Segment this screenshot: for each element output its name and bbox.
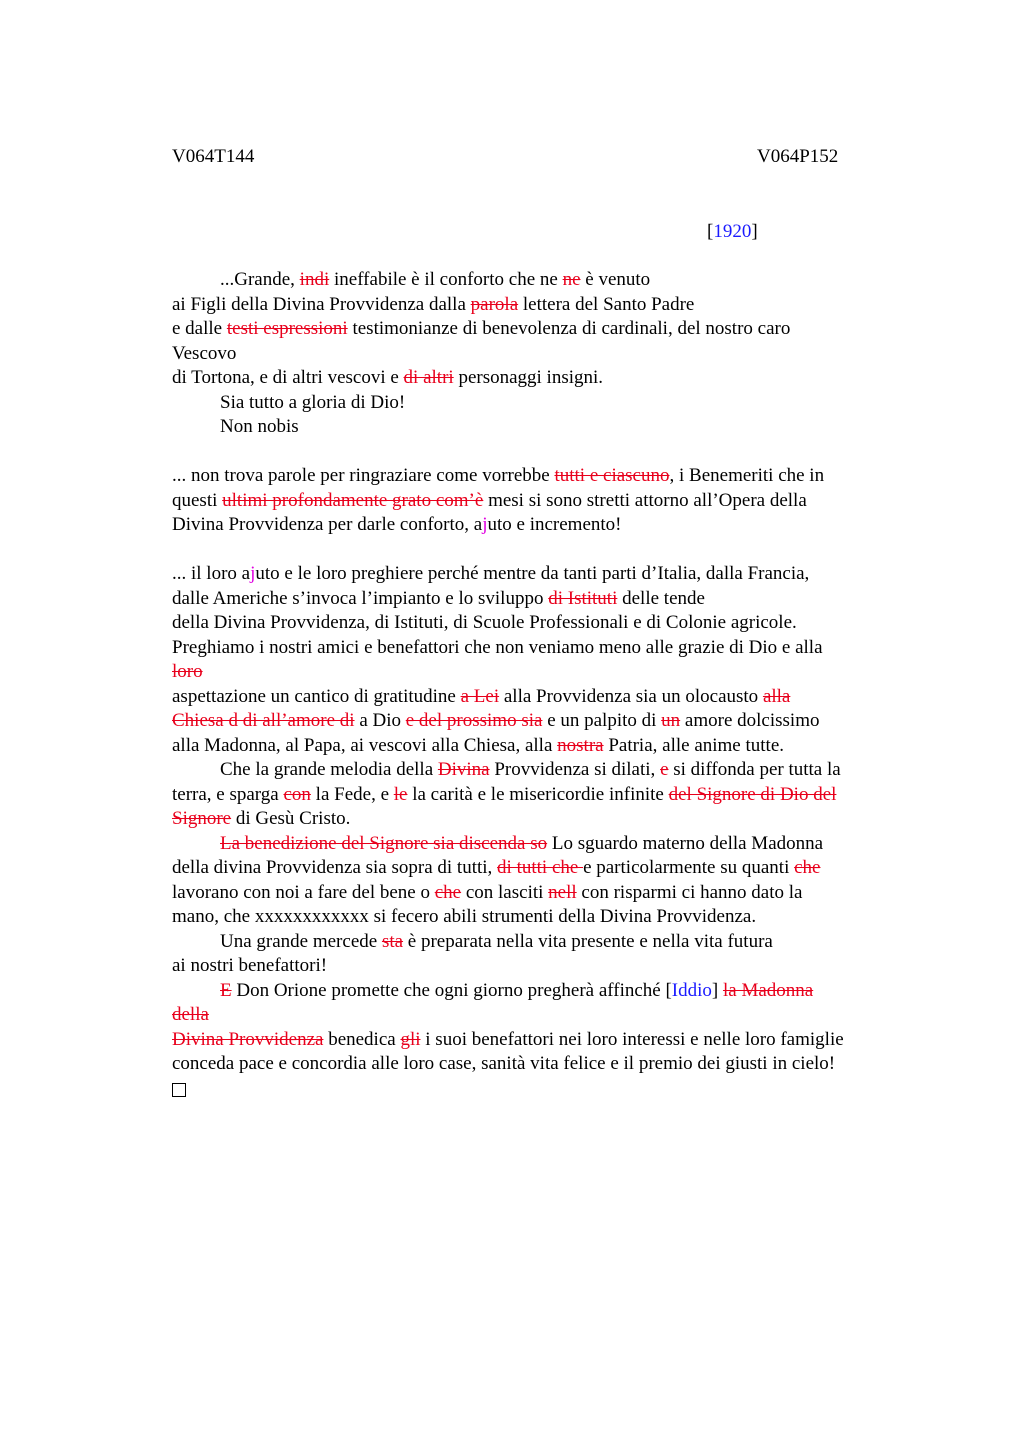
deleted-text: Divina Provvidenza [172, 1028, 324, 1050]
deleted-text: tutti e ciascuno [554, 465, 670, 486]
text-line [172, 391, 912, 416]
deleted-text: sta [381, 930, 404, 952]
text-segment: e un palpito di [542, 710, 662, 731]
document-code-left: V064T144 [172, 146, 255, 167]
text-segment: ] [711, 979, 723, 1001]
deleted-text: di tutti che [497, 857, 584, 878]
corrected-letter: j [482, 514, 488, 535]
text-segment: i suoi benefattori nei loro interessi e nelle loro famiglie [420, 1028, 844, 1050]
text-segment: è preparata nella vita presente e nella vita futura [403, 930, 773, 952]
end-mark-line [172, 1077, 912, 1102]
text-segment: Preghiamo i nostri amici e benefattori che non veniamo meno alle grazie di Dio e alla [172, 636, 823, 658]
text-segment: la carità e le misericordie infinite [407, 783, 669, 805]
date-bracket-close: ] [751, 221, 758, 242]
text-line [172, 954, 912, 979]
deleted-text: del Signore di Dio del [668, 783, 837, 805]
text-line [172, 1052, 912, 1077]
text-line [172, 807, 912, 832]
deleted-text: ne [562, 269, 581, 290]
text-line [172, 293, 912, 318]
text-segment: , i Benemeriti che in [669, 465, 825, 486]
text-segment: alla Provvidenza sia un olocausto [499, 685, 763, 707]
text-segment: ineffabile è il conforto che ne [329, 269, 563, 290]
text-segment: di Gesù Cristo. [231, 808, 351, 829]
text-segment: testimonianze di benevolenza di cardinali, del nostro caro [347, 318, 791, 339]
deleted-text: nostra [557, 734, 604, 756]
document-code-right: V064P152 [757, 146, 839, 167]
text-segment: ai nostri benefattori! [172, 955, 328, 976]
text-segment: mano, che xxxxxxxxxxxx si fecero abili strumenti della Divina Provvidenza. [172, 906, 757, 927]
text-segment: e particolarmente su quanti [583, 857, 795, 878]
text-segment: uto e incremento! [487, 514, 622, 535]
deleted-text: alla [762, 685, 791, 707]
text-segment: ... non trova parole per ringraziare come vorrebbe [172, 465, 555, 486]
text-segment: a Dio [354, 710, 406, 731]
text-line [172, 1003, 912, 1028]
text-line [172, 611, 912, 636]
deleted-text: nell [548, 881, 577, 903]
text-line [172, 734, 912, 759]
deleted-text: a Lei [460, 685, 500, 707]
deleted-text: che [794, 857, 821, 878]
text-line [172, 758, 912, 783]
editorial-insertion: Iddio [671, 979, 712, 1001]
text-segment: Provvidenza si dilati, [489, 759, 661, 780]
corrected-letter: j [250, 563, 256, 584]
text-segment: Lo sguardo materno della Madonna [547, 832, 824, 854]
end-box-icon [172, 1083, 186, 1097]
text-segment: della divina Provvidenza sia sopra di tutti, [172, 857, 498, 878]
text-line [172, 489, 912, 514]
text-segment: amore dolcissimo [680, 710, 820, 731]
text-segment: alla Madonna, al Papa, ai vescovi alla Chiesa, alla [172, 734, 558, 756]
text-line [172, 562, 912, 587]
text-line [172, 513, 912, 538]
text-segment: ...Grande, [220, 269, 300, 290]
letter-body [172, 268, 912, 1101]
text-segment: personaggi insigni. [453, 367, 604, 388]
text-segment: mesi si sono stretti attorno all’Opera della [483, 489, 807, 511]
text-line [172, 905, 912, 930]
deleted-text: la Madonna [722, 979, 814, 1001]
text-segment: aspettazione un cantico di gratitudine [172, 685, 461, 707]
text-segment: lavorano con noi a fare del bene o [172, 881, 435, 903]
text-segment: conceda pace e concordia alle loro case, sanità vita felice e il premio dei giusti in cielo! [172, 1053, 836, 1074]
text-segment: delle tende [617, 587, 705, 609]
deleted-text: La benedizione del Signore sia discenda so [220, 832, 548, 854]
deleted-text: parola [470, 293, 519, 315]
text-line [172, 464, 912, 489]
deleted-text: loro [172, 661, 203, 682]
deleted-text: di altri [403, 367, 454, 388]
text-segment: Che la grande melodia della [220, 759, 438, 780]
text-line [172, 587, 912, 612]
text-line [172, 268, 912, 293]
text-line [172, 832, 912, 857]
text-segment: con lasciti [461, 881, 549, 903]
paragraph-gap [172, 440, 912, 465]
text-segment: con risparmi ci hanno dato la [576, 881, 803, 903]
text-segment: Una grande mercede [220, 930, 382, 952]
deleted-text: testi espressioni [226, 318, 348, 339]
date-annotation [707, 221, 758, 243]
date-year: 1920 [713, 221, 752, 242]
text-segment: dalle Americhe s’invoca l’impianto e lo sviluppo [172, 587, 549, 609]
text-line [172, 415, 912, 440]
deleted-text: gli [400, 1028, 421, 1050]
text-line [172, 660, 912, 685]
text-segment: ai Figli della Divina Provvidenza dalla [172, 293, 471, 315]
text-line [172, 881, 912, 906]
deleted-text: indi [299, 269, 330, 290]
text-segment: di Tortona, e di altri vescovi e [172, 367, 404, 388]
text-segment: ... il loro a [172, 563, 251, 584]
text-segment: Sia tutto a gloria di Dio! [220, 391, 406, 413]
deleted-text: Chiesa d di all’amore di [172, 710, 355, 731]
text-segment: benedica [323, 1028, 401, 1050]
text-segment: Non nobis [220, 416, 299, 437]
text-line [172, 709, 912, 734]
deleted-text: un [661, 710, 681, 731]
text-line [172, 783, 912, 808]
text-segment: la Fede, e [310, 783, 394, 805]
deleted-text: Signore [172, 808, 232, 829]
text-segment: lettera del Santo Padre [518, 293, 695, 315]
deleted-text: ultimi profondamente grato com’è [222, 489, 484, 511]
text-segment: uto e le loro preghiere perché mentre da tanti parti d’Italia, dalla Francia, [255, 563, 810, 584]
deleted-text: della [172, 1004, 209, 1025]
deleted-text: con [283, 783, 311, 805]
deleted-text: Divina [437, 759, 490, 780]
deleted-text: di Istituti [548, 587, 618, 609]
text-segment: Patria, alle anime tutte. [603, 734, 785, 756]
text-line [172, 856, 912, 881]
text-segment: questi [172, 489, 223, 511]
text-line [172, 636, 912, 661]
text-segment: Don Orione promette che ogni giorno pregherà affinché [ [231, 979, 672, 1001]
text-line [172, 317, 912, 342]
paragraph-gap [172, 538, 912, 563]
text-line [172, 685, 912, 710]
text-segment: e dalle [172, 318, 227, 339]
text-segment: si diffonda per tutta la [668, 759, 841, 780]
text-line [172, 979, 912, 1004]
text-line [172, 1028, 912, 1053]
deleted-text: le [393, 783, 408, 805]
deleted-text: E [220, 979, 232, 1001]
date-bracket-open: [ [707, 221, 714, 242]
text-segment: Divina Provvidenza per darle conforto, a [172, 514, 483, 535]
deleted-text: e del prossimo sia [405, 710, 543, 731]
text-line [172, 930, 912, 955]
deleted-text: che [434, 881, 462, 903]
text-line [172, 342, 912, 367]
text-segment: Vescovo [172, 342, 237, 364]
text-segment: terra, e sparga [172, 783, 284, 805]
text-segment: è venuto [580, 269, 651, 290]
text-line [172, 366, 912, 391]
deleted-text: e [660, 759, 669, 780]
text-segment: della Divina Provvidenza, di Istituti, di Scuole Professionali e di Colonie agricole. [172, 612, 797, 633]
